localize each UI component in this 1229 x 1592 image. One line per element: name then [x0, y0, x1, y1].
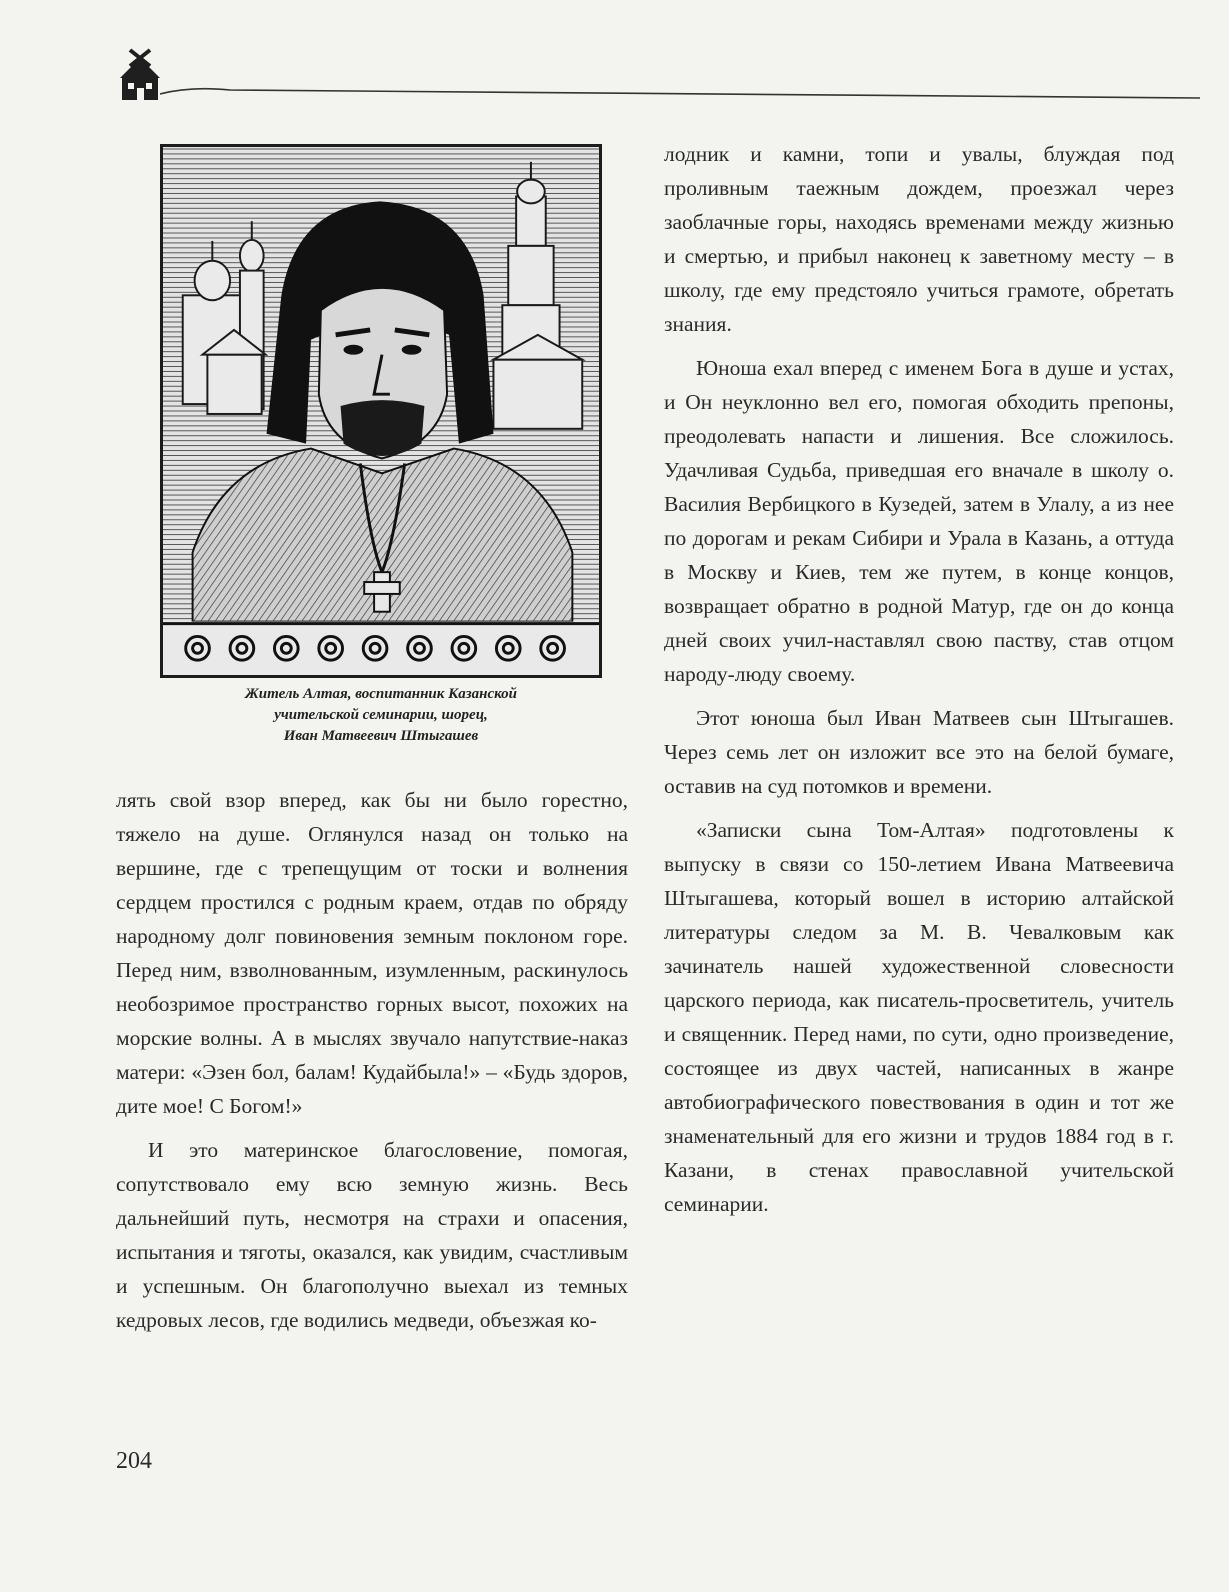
header-rule — [160, 84, 1200, 104]
paragraph: лодник и камни, топи и увалы, блуждая под проливным таежным дождем, проезжал через заоблачные горы, находясь временами между жизнью и смертью, и прибыл наконец к заветному месту – в школу, где ему предстояло учиться грамоте, обретать знания. — [664, 142, 1174, 336]
caption-line: Иван Матвеевич Штыгашев — [283, 728, 479, 744]
right-column — [664, 137, 1174, 1221]
paragraph: И это материнское благословение, помогая, сопутствовало ему всю земную жизнь. Весь дальнейший путь, несмотря на страхи и опасения, испытания и тяготы, оказался, как увидим, счастливым и успешным. Он благополучно выехал из темных кедровых лесов, где водились медведи, объезжая ко- — [116, 1138, 628, 1332]
caption-line: Житель Алтая, воспитанник Казанской — [244, 686, 517, 702]
house-windmill-icon — [116, 44, 166, 104]
portrait-illustration — [160, 144, 602, 678]
figure-caption — [160, 684, 602, 747]
paragraph: Этот юноша был Иван Матвеев сын Штыгашев. Через семь лет он изложит все это на белой бумаге, оставив на суд потомков и времени. — [664, 706, 1174, 798]
page-number: 204 — [116, 1448, 152, 1474]
paragraph: Юноша ехал вперед с именем Бога в душе и устах, и Он неуклонно вел его, помогая обходить препоны, преодолевать напасти и лишения. Все сложилось. Удачливая Судьба, приведшая его вначале в школу о. Василия Вербицкого в Кузедей, затем в Улалу, а из нее по дорогам и рекам Сибири и Урала в Казань, а оттуда в Москву и Киев, тем же путем, в конце концов, возвращает обратно в родной Матур, где он до конца дней своих учил-наставлял свою паству, став отцом народу-люду своему. — [664, 356, 1174, 686]
left-column — [116, 783, 628, 1337]
caption-line: учительской семинарии, шорец, — [274, 707, 488, 723]
paragraph: «Записки сына Том-Алтая» подготовлены к выпуску в связи со 150-летием Ивана Матвеевича Штыгашева, который вошел в историю алтайской литературы следом за М. В. Чевалковым как зачинатель нашей художественной словесности царского периода, как писатель-просветитель, учитель и священник. Перед нами, по сути, одно произведение, состоящее из двух частей, написанных в жанре автобиографического повествования в один и тот же знаменательный для его жизни и трудов 1884 год в г. Казани, в стенах православной учительской семинарии. — [664, 818, 1174, 1216]
paragraph: лять свой взор вперед, как бы ни было горестно, тяжело на душе. Оглянулся назад он только на вершине, где с трепещущим от тоски и волнения сердцем простился с родным краем, отдав по обряду народному долг повиновения земным поклоном горе. Перед ним, взволнованным, изумленным, раскинулось необозримое пространство горных высот, похожих на морские волны. А в мыслях звучало напутствие-наказ матери: «Эзен бол, балам! Кудайбыла!» – «Будь здоров, дите мое! С Богом!» — [116, 788, 628, 1118]
